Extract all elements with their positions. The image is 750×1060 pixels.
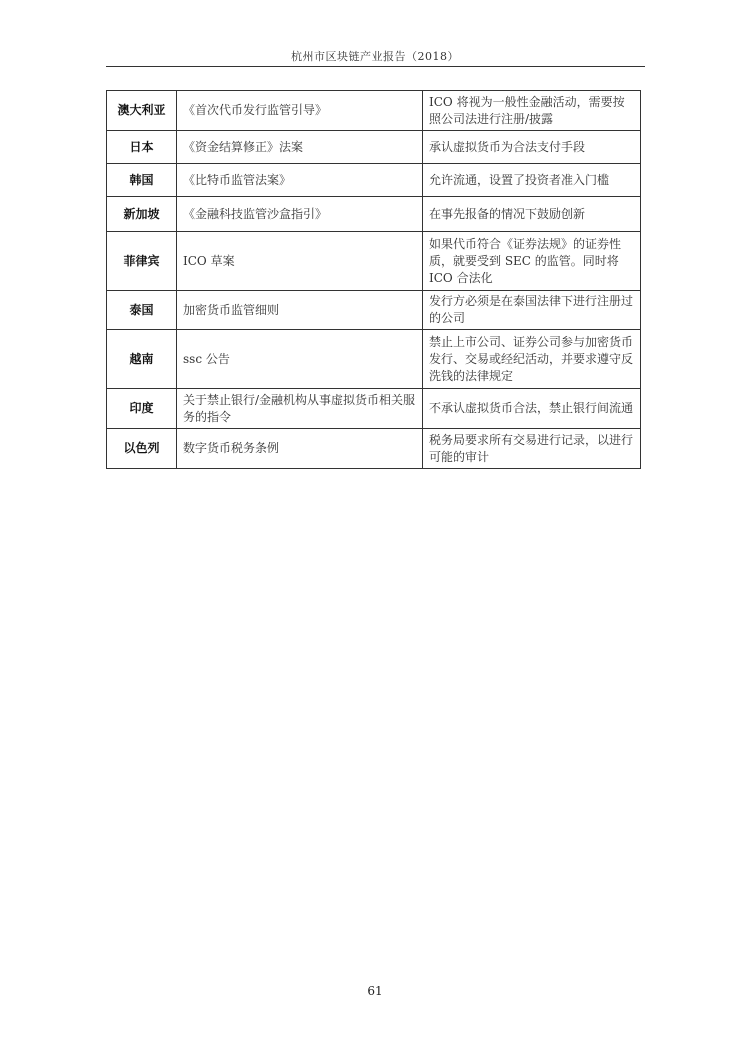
stance-cell: 允许流通，设置了投资者准入门槛 (423, 164, 641, 197)
table-row (107, 91, 641, 131)
regulation-cell: ICO 草案 (177, 232, 423, 291)
table-row (107, 131, 641, 164)
stance-cell: 税务局要求所有交易进行记录，以进行可能的审计 (423, 429, 641, 469)
table-row (107, 389, 641, 429)
country-cell: 新加坡 (107, 197, 177, 232)
country-cell: 澳大利亚 (107, 91, 177, 131)
page-number: 61 (367, 984, 383, 998)
header-rule (106, 66, 645, 67)
stance-cell: ICO 将视为一般性金融活动，需要按照公司法进行注册/披露 (423, 91, 641, 131)
stance-cell: 承认虚拟货币为合法支付手段 (423, 131, 641, 164)
country-cell: 日本 (107, 131, 177, 164)
country-cell: 以色列 (107, 429, 177, 469)
regulation-cell: 加密货币监管细则 (177, 291, 423, 330)
country-cell: 印度 (107, 389, 177, 429)
stance-cell: 如果代币符合《证券法规》的证券性质，就要受到 SEC 的监管。同时将 ICO 合法化 (423, 232, 641, 291)
regulation-cell: 《比特币监管法案》 (177, 164, 423, 197)
country-cell: 菲律宾 (107, 232, 177, 291)
regulation-cell: 《首次代币发行监管引导》 (177, 91, 423, 131)
stance-cell: 在事先报备的情况下鼓励创新 (423, 197, 641, 232)
table-row (107, 291, 641, 330)
regulation-cell: 数字货币税务条例 (177, 429, 423, 469)
country-cell: 韩国 (107, 164, 177, 197)
regulation-cell: ssc 公告 (177, 330, 423, 389)
stance-cell: 不承认虚拟货币合法，禁止银行间流通 (423, 389, 641, 429)
regulation-cell: 《资金结算修正》法案 (177, 131, 423, 164)
regulation-cell: 关于禁止银行/金融机构从事虚拟货币相关服务的指令 (177, 389, 423, 429)
country-cell: 越南 (107, 330, 177, 389)
table-row (107, 232, 641, 291)
stance-cell: 发行方必须是在泰国法律下进行注册过的公司 (423, 291, 641, 330)
table-row (107, 164, 641, 197)
table-row (107, 330, 641, 389)
table-row (107, 429, 641, 469)
stance-cell: 禁止上市公司、证券公司参与加密货币发行、交易或经纪活动，并要求遵守反洗钱的法律规定 (423, 330, 641, 389)
running-header: 杭州市区块链产业报告（2018） (291, 50, 459, 63)
regulation-cell: 《金融科技监管沙盒指引》 (177, 197, 423, 232)
table-row (107, 197, 641, 232)
country-cell: 泰国 (107, 291, 177, 330)
regulation-table (106, 90, 641, 469)
